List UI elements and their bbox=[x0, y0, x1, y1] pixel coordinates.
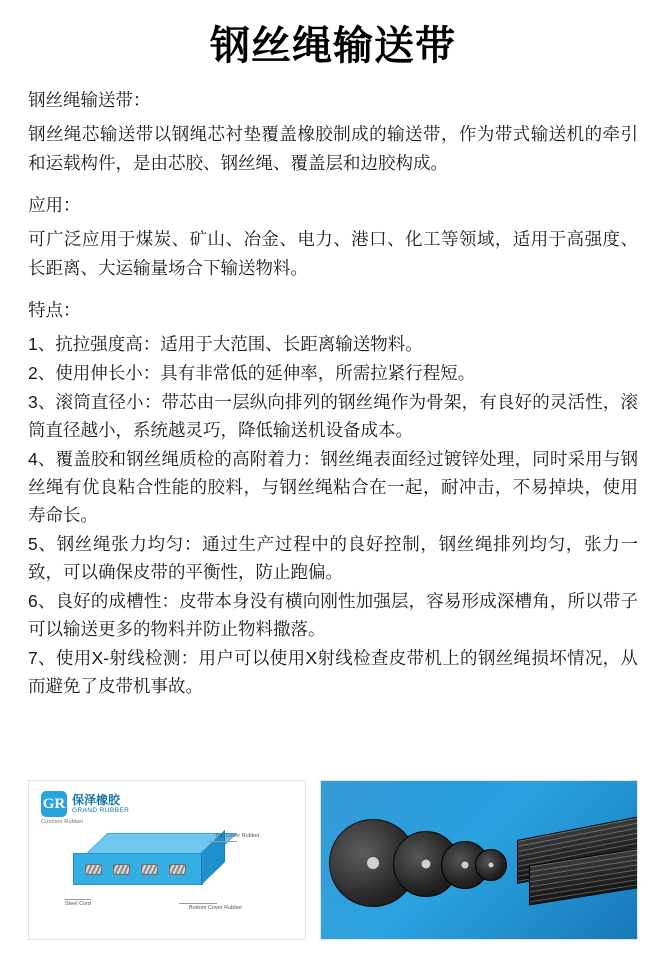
leader-line bbox=[207, 841, 237, 842]
section-label-product: 钢丝绳输送带： bbox=[28, 90, 151, 110]
list-item: 2、使用伸长小：具有非常低的延伸率，所需拉紧行程短。 bbox=[28, 363, 476, 384]
logo-text bbox=[72, 794, 129, 814]
document-page bbox=[0, 24, 666, 954]
leader-line bbox=[65, 899, 91, 900]
page-title: 钢丝绳输送带 bbox=[210, 24, 456, 68]
paragraph-product-description: 钢丝绳芯输送带以钢绳芯衬垫覆盖橡胶制成的输送带，作为带式输送机的牵引和运载构件，是由芯胶、钢丝绳、覆盖层和边胶构成。 bbox=[28, 124, 638, 173]
list-item: 3、滚筒直径小：带芯由一层纵向排列的钢丝绳作为骨架，有良好的灵活性，滚筒直径越小，系统越灵巧，降低输送机设备成本。 bbox=[28, 392, 638, 441]
leader-line bbox=[179, 903, 217, 904]
roll-center-hole bbox=[462, 862, 469, 869]
steel-cord-icon bbox=[113, 864, 130, 875]
roll-center-hole bbox=[422, 860, 431, 869]
belt-roll bbox=[475, 849, 507, 881]
conveyor-belt-rolls bbox=[329, 797, 504, 925]
product-photo bbox=[320, 780, 638, 940]
logo-chinese-name: 保泽橡胶 bbox=[72, 793, 121, 808]
steel-cord-icon bbox=[141, 864, 158, 875]
belt-3d-model bbox=[73, 833, 223, 885]
roll-center-hole bbox=[367, 857, 379, 869]
label-top-cover-rubber: Top Cover Rubber bbox=[215, 833, 260, 839]
diagram-caption-cushion-rubber: Cushion Rubber bbox=[41, 819, 84, 825]
belt-structure-diagram bbox=[28, 780, 306, 940]
logo-mark-icon: GR bbox=[41, 791, 67, 817]
list-item: 7、使用X-射线检测：用户可以使用X射线检查皮带机上的钢丝绳损坏情况，从而避免了皮带机事故。 bbox=[28, 648, 638, 697]
roll-center-hole bbox=[489, 863, 494, 868]
label-steel-cord: Steel Cord bbox=[65, 901, 91, 907]
label-bottom-cover-rubber: Bottom Cover Rubber bbox=[189, 905, 243, 911]
section-label-application: 应用： bbox=[28, 195, 81, 216]
list-item: 5、钢丝绳张力均匀：通过生产过程中的良好控制，钢丝绳排列均匀，张力一致，可以确保皮带的平衡性，防止跑偏。 bbox=[28, 534, 638, 583]
logo-english-name: GRAND RUBBER bbox=[72, 806, 130, 814]
paragraph-application: 可广泛应用于煤炭、矿山、冶金、电力、港口、化工等领域，适用于高强度、长距离、大运输量场合下输送物料。 bbox=[28, 229, 638, 278]
list-item: 4、覆盖胶和钢丝绳质检的高附着力：钢丝绳表面经过镀锌处理，同时采用与钢丝绳有优良粘合性能的胶料，与钢丝绳粘合在一起，耐冲击，不易掉块，使用寿命长。 bbox=[28, 449, 638, 526]
brand-logo bbox=[41, 791, 129, 817]
image-row bbox=[28, 780, 638, 940]
feature-list bbox=[28, 330, 638, 700]
list-item: 1、抗拉强度高：适用于大范围、长距离输送物料。 bbox=[28, 334, 423, 355]
section-label-features: 特点： bbox=[28, 300, 81, 321]
list-item: 6、良好的成槽性：皮带本身没有横向刚性加强层，容易形成深槽角，所以带子可以输送更多的物料并防止物料撒落。 bbox=[28, 591, 638, 640]
steel-cord-icon bbox=[85, 864, 102, 875]
steel-cord-icon bbox=[169, 864, 186, 875]
